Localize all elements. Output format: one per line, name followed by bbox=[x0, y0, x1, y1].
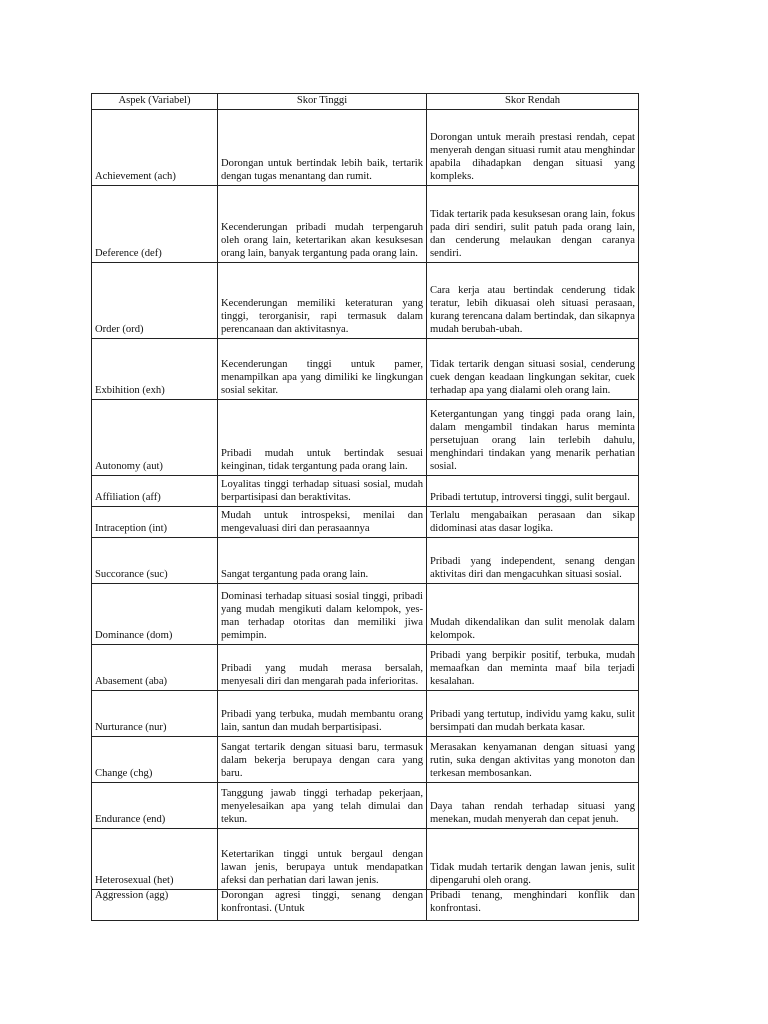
skor-rendah-cell: Merasakan kenyamanan dengan situasi yang rutin, suka dengan aktivitas yang monoton dan terkesan membosankan. bbox=[427, 737, 639, 783]
aspect-cell: Nurturance (nur) bbox=[92, 691, 218, 737]
header-skor-rendah: Skor Rendah bbox=[427, 94, 639, 110]
skor-tinggi-cell: Pribadi yang mudah merasa bersalah, menyesali diri dan mengarah pada inferioritas. bbox=[218, 645, 427, 691]
aspect-cell: Autonomy (aut) bbox=[92, 400, 218, 476]
aspect-cell: Dominance (dom) bbox=[92, 584, 218, 645]
table-row bbox=[92, 110, 639, 186]
skor-rendah-cell: Ketergantungan yang tinggi pada orang lain, dalam mengambil tindakan harus meminta persetujuan orang lain terlebih dahulu, menghindari tindakan yang menarik perhatian sosial. bbox=[427, 400, 639, 476]
skor-tinggi-cell: Ketertarikan tinggi untuk bergaul dengan lawan jenis, berupaya untuk mendapatkan afeksi dan perhatian dari lawan jenis. bbox=[218, 829, 427, 890]
table-row bbox=[92, 645, 639, 691]
aspect-cell: Change (chg) bbox=[92, 737, 218, 783]
aspect-cell: Exbihition (exh) bbox=[92, 339, 218, 400]
skor-tinggi-cell: Tanggung jawab tinggi terhadap pekerjaan, menyelesaikan apa yang telah dimulai dan tekun. bbox=[218, 783, 427, 829]
table-row bbox=[92, 400, 639, 476]
skor-rendah-cell: Cara kerja atau bertindak cenderung tidak teratur, lebih dikuasai oleh situasi perasaan, kurang terencana dalam bertindak, dan sikapnya mudah berubah-ubah. bbox=[427, 263, 639, 339]
skor-rendah-cell: Tidak tertarik dengan situasi sosial, cenderung cuek dengan keadaan lingkungan sekitar, cuek terhadap apa yang dialami oleh orang lain. bbox=[427, 339, 639, 400]
skor-tinggi-cell: Pribadi yang terbuka, mudah membantu orang lain, santun dan mudah berpartisipasi. bbox=[218, 691, 427, 737]
table-row bbox=[92, 737, 639, 783]
table-row bbox=[92, 890, 639, 921]
aspect-cell: Achievement (ach) bbox=[92, 110, 218, 186]
table-row bbox=[92, 829, 639, 890]
skor-tinggi-cell: Mudah untuk introspeksi, menilai dan mengevaluasi diri dan perasaannya bbox=[218, 507, 427, 538]
header-aspek: Aspek (Variabel) bbox=[92, 94, 218, 110]
skor-tinggi-cell: Dorongan agresi tinggi, senang dengan konfrontasi. (Untuk bbox=[218, 890, 427, 921]
skor-tinggi-cell: Dominasi terhadap situasi sosial tinggi, pribadi yang mudah mengikuti dalam kelompok, yes-man terhadap otoritas dan memiliki jiwa pemimpin. bbox=[218, 584, 427, 645]
aspect-score-table bbox=[91, 93, 639, 921]
aspect-cell: Affiliation (aff) bbox=[92, 476, 218, 507]
skor-tinggi-cell: Dorongan untuk bertindak lebih baik, tertarik dengan tugas menantang dan rumit. bbox=[218, 110, 427, 186]
table-row bbox=[92, 263, 639, 339]
table-row bbox=[92, 507, 639, 538]
aspect-cell: Abasement (aba) bbox=[92, 645, 218, 691]
skor-rendah-cell: Tidak mudah tertarik dengan lawan jenis, sulit dipengaruhi oleh orang. bbox=[427, 829, 639, 890]
aspect-cell: Deference (def) bbox=[92, 186, 218, 263]
aspect-cell: Heterosexual (het) bbox=[92, 829, 218, 890]
skor-tinggi-cell: Kecenderungan tinggi untuk pamer, menampilkan apa yang dimiliki ke lingkungan sosial sekitar. bbox=[218, 339, 427, 400]
skor-rendah-cell: Tidak tertarik pada kesuksesan orang lain, fokus pada diri sendiri, sulit patuh pada orang lain, dan cenderung melaukan dengan caranya sendiri. bbox=[427, 186, 639, 263]
aspect-cell: Succorance (suc) bbox=[92, 538, 218, 584]
header-skor-tinggi: Skor Tinggi bbox=[218, 94, 427, 110]
table-row bbox=[92, 783, 639, 829]
skor-rendah-cell: Pribadi yang tertutup, individu yamg kaku, sulit bersimpati dan mudah berkata kasar. bbox=[427, 691, 639, 737]
skor-tinggi-cell: Sangat tergantung pada orang lain. bbox=[218, 538, 427, 584]
table-row bbox=[92, 476, 639, 507]
aspect-cell: Endurance (end) bbox=[92, 783, 218, 829]
aspect-cell: Aggression (agg) bbox=[92, 890, 218, 921]
skor-tinggi-cell: Kecenderungan memiliki keteraturan yang tinggi, terorganisir, rapi termasuk dalam perencanaan dan aktivitasnya. bbox=[218, 263, 427, 339]
aspect-cell: Order (ord) bbox=[92, 263, 218, 339]
skor-tinggi-cell: Kecenderungan pribadi mudah terpengaruh oleh orang lain, ketertarikan akan kesuksesan orang lain, banyak tergantung pada orang lain. bbox=[218, 186, 427, 263]
skor-rendah-cell: Pribadi yang berpikir positif, terbuka, mudah memaafkan dan meminta maaf bila terjadi kesalahan. bbox=[427, 645, 639, 691]
skor-rendah-cell: Dorongan untuk meraih prestasi rendah, cepat menyerah dengan situasi rumit atau menghindar apabila dihadapkan dengan situasi yang kompleks. bbox=[427, 110, 639, 186]
table-row bbox=[92, 186, 639, 263]
skor-rendah-cell: Daya tahan rendah terhadap situasi yang menekan, mudah menyerah dan cepat jenuh. bbox=[427, 783, 639, 829]
skor-tinggi-cell: Sangat tertarik dengan situasi baru, termasuk dalam bekerja berupaya dengan cara yang baru. bbox=[218, 737, 427, 783]
aspect-cell: Intraception (int) bbox=[92, 507, 218, 538]
skor-tinggi-cell: Pribadi mudah untuk bertindak sesuai keinginan, tidak tergantung pada orang lain. bbox=[218, 400, 427, 476]
table-row bbox=[92, 339, 639, 400]
table-row bbox=[92, 584, 639, 645]
skor-tinggi-cell: Loyalitas tinggi terhadap situasi sosial, mudah berpartisipasi dan beraktivitas. bbox=[218, 476, 427, 507]
skor-rendah-cell: Terlalu mengabaikan perasaan dan sikap didominasi atas dasar logika. bbox=[427, 507, 639, 538]
skor-rendah-cell: Mudah dikendalikan dan sulit menolak dalam kelompok. bbox=[427, 584, 639, 645]
skor-rendah-cell: Pribadi tertutup, introversi tinggi, sulit bergaul. bbox=[427, 476, 639, 507]
skor-rendah-cell: Pribadi tenang, menghindari konflik dan konfrontasi. bbox=[427, 890, 639, 921]
table-row bbox=[92, 691, 639, 737]
table-header-row bbox=[92, 94, 639, 110]
skor-rendah-cell: Pribadi yang independent, senang dengan aktivitas diri dan mengacuhkan situasi sosial. bbox=[427, 538, 639, 584]
table-row bbox=[92, 538, 639, 584]
